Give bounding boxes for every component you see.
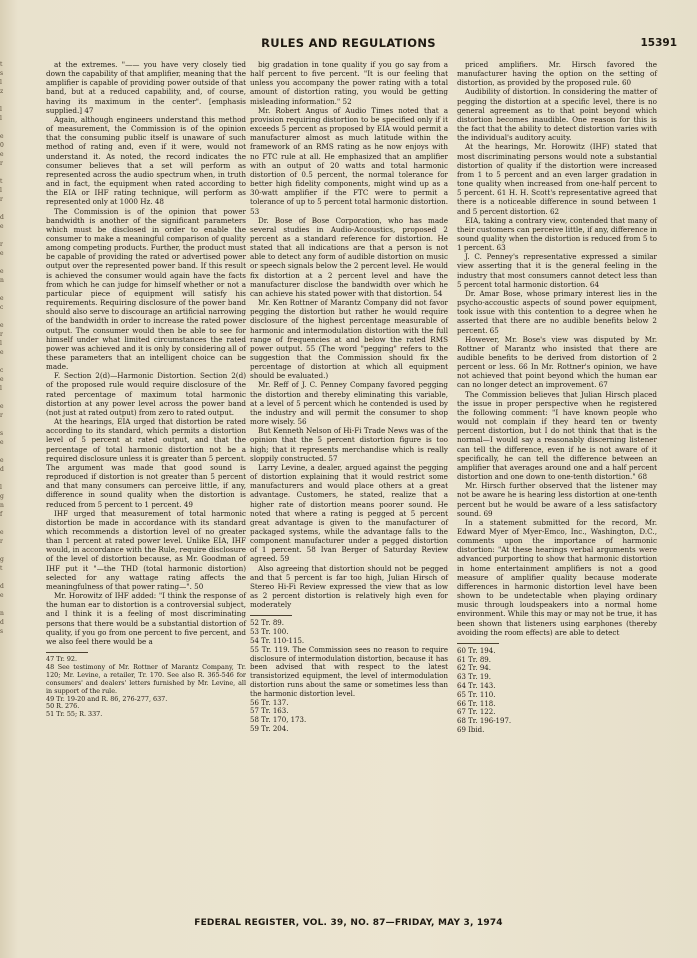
footnote: 54 Tr. 110-115. [250, 636, 305, 645]
footnote: 59 Tr. 204. [250, 724, 289, 733]
page-number: 15391 [640, 37, 677, 49]
column-right [457, 60, 657, 735]
column-middle [250, 60, 448, 734]
paragraph: Dr. Bose of Bose Corporation, who has made several studies in Audio-Accoustics, proposed 2 percent as a standard reference for distortion. He stated that all indications are that a person is not able to detect any form of audible distortion on music or speech signals below the 2 percent level. He would fix distortion at a 2 percent level and have the manufacturer disclose the bandwidth over which he can achieve his stated power with that distortion. 54 [250, 215, 448, 298]
footnote: 68 Tr. 196-197. [457, 717, 512, 726]
footnote: 53 Tr. 100. [250, 628, 289, 637]
paragraph: EIA, taking a contrary view, contended that many of their customers can perceive little, if any, difference in sound quality when the distortion is reduced from 5 to 1 percent. 63 [457, 215, 657, 253]
page-header [0, 36, 697, 52]
footnote: 60 Tr. 194. [457, 646, 496, 655]
paragraph: Audibility of distortion. In considering the matter of pegging the distortion at a specific level, there is no general agreement as to that point beyond which distortion becomes inaudible. One reason for this is the fact that the ability to detect distortion varies with the individual's auditory acuity. [457, 87, 657, 143]
footnote-divider [46, 652, 88, 653]
paragraph: big gradation in tone quality if you go say from a half percent to five percent. "It is our feeling that unless you accompany the power rating with a total amount of distortion rating, you would be getting misleading information." 52 [250, 60, 448, 106]
footnote: 69 Ibid. [457, 726, 485, 735]
paragraph: At the hearings, EIA urged that distortion be rated according to its standard, which permits a distortion level of 5 percent at rated output, and that the percentage of total harmonic distortion not be a required disclosure unless it is greater than 5 percent. The argument was made that good sound is reproduced if distortion is not greater than 5 percent and that many consumers can perceive little, if any, difference in sound quality when the distortion is reduced from 5 percent to 1 percent. 49 [46, 417, 246, 509]
paragraph: priced amplifiers. Mr. Hirsch favored the manufacturer having the option on the setting of distortion, as provided by the proposed rule. 60 [457, 60, 657, 88]
footnote: 56 Tr. 137. [250, 698, 289, 707]
paragraph: The Commission is of the opinion that power bandwidth is another of the significant parameters which must be disclosed in order to enable the consumer to make a meaningful comparison of quality among competing products. Further, the product must be capable of providing the rated or advertised power output over the represented power band. If this result is achieved the consumer would again have the facts from which he can judge for himself whether or not a particular piece of equipment will satisfy his requirements. Requiring disclosure of the power band should also serve to discourage an artificial narrowing of the bandwidth in order to increase the rated power output. The consumer would then be able to see for himself under what limited circumstances the rated power was achieved and it is only by considering all of these parameters that an intelligent choice can be made. [46, 206, 246, 372]
paragraph: Mr. Robert Angus of Audio Times noted that a provision requiring distortion to be specified only if it exceeds 5 percent as proposed by EIA would permit a manufacturer almost as much latitude within the framework of an RMS rating as he now enjoys with no FTC rule at all. He emphasized that an amplifier with an output of 20 watts and total harmonic distortion of 0.5 percent, the normal tolerance for better high fidelity components, might wind up as a 30-watt amplifier if the FTC were to permit a tolerance of up to 5 percent total harmonic distortion. 53 [250, 105, 448, 216]
paragraph: Mr. Reff of J. C. Penney Company favored pegging the distortion and thereby eliminating this variable, at a level of 5 percent which he contended is used by the industry and will permit the consumer to shop more wisely. 56 [250, 380, 448, 427]
running-head: RULES AND REGULATIONS [261, 36, 436, 50]
paragraph: The Commission believes that Julian Hirsch placed the issue in proper perspective when he registered the following comment: "I have known people who would not complain if they heard ten or twenty percent distortion, but I do not think that that is the normal—I would say a reasonably discerning listener can tell the difference, even if he is not aware of it specifically, he can tell the difference between an amplifier that averages around one and a half percent distortion and one down to one-tenth distortion." 68 [457, 389, 657, 482]
footnote: 64 Tr. 143. [457, 682, 496, 691]
paragraph: IHF urged that measurement of total harmonic distortion be made in accordance with its standard which recommends a distortion level of no greater than 1 percent at rated power level. Unlike EIA, IHF would, in accordance with the Rule, require disclosure of the level of distortion because, as Mr. Goodman of IHF put it "—the THD (total harmonic distortion) selected for any wattage rating affects the meaningfulness of that power rating—". 50 [46, 508, 246, 591]
footnote: 63 Tr. 19. [457, 673, 491, 682]
paragraph: At the hearings, Mr. Horowitz (IHF) stated that most discriminating persons would note a substantial distortion of quality if the distortion were increased from 1 to 5 percent and an even larger gradation in tone quality when increased from one-half percent to 5 percent. 61 H. H. Scott's representative agreed that there is a noticeable difference in sound between 1 and 5 percent distortion. 62 [457, 142, 657, 216]
footnote: 50 R. 276. [46, 702, 80, 711]
paragraph: Mr. Hirsch further observed that the listener may not be aware he is hearing less distortion at one-tenth percent but he would be aware of a less satisfactory sound. 69 [457, 481, 657, 518]
footnote: 65 Tr. 110. [457, 690, 496, 699]
footnote: 61 Tr. 89. [457, 655, 491, 664]
paragraph: In a statement submitted for the record, Mr. Edward Myer of Myer-Emco, Inc., Washington, D.C., comments upon the importance of harmonic distortion: "At these hearings verbal arguments were advanced purporting to show that harmonic distortion in home entertainment amplifiers is not a good measure of amplifier quality because moderate differences in harmonic distortion level have been shown to be undetectable when playing ordinary music through loudspeakers into a normal home environment. While this may or may not be true, it has been shown that listeners using earphones (thereby avoiding the room effects) are able to detect [457, 517, 657, 637]
footnote: 49 Tr. 19-20 and R. 86, 276-277, 637. [46, 694, 168, 703]
paragraph: Larry Levine, a dealer, argued against the pegging of distortion explaining that it would restrict some manufacturers and would place others at a great advantage. Customers, he stated, realize that a higher rate of distortion means poorer sound. He noted that where a rating is pegged at 5 percent great advantage is given to the manufacturer of packaged systems, while the advantage falls to the component manufacturer under a pegged distortion of 1 percent. 58 Ivan Berger of Saturday Review agreed. 59 [250, 462, 448, 564]
footnote-divider [250, 615, 292, 616]
paragraph: F. Section 2(d)—Harmonic Distortion. Section 2(d) of the proposed rule would require disclosure of the rated percentage of maximum total harmonic distortion at any power level across the power band (not just at rated output) from zero to rated output. [46, 371, 246, 417]
paragraph: However, Mr. Bose's view was disputed by Mr. Rottner of Marantz who insisted that there are audible benefits to be derived from distortion of 2 percent or less. 66 In Mr. Rottner's opinion, we have not achieved that point beyond which the human ear can no longer detect an improvement. 67 [457, 334, 657, 390]
footnote: 47 Tr. 92. [46, 655, 78, 663]
footnote: 62 Tr. 94. [457, 664, 491, 673]
footnote-divider [457, 643, 499, 644]
column-left [46, 60, 246, 719]
footnote: 67 Tr. 122. [457, 708, 496, 717]
paragraph: Dr. Amar Bose, whose primary interest lies in the psycho-accoustic aspects of sound power equipment, took issue with this contention to a degree when he asserted that there are no audible benefits below 2 percent. 65 [457, 288, 657, 335]
paragraph: Mr. Horowitz of IHF added: "I think the response of the human ear to distortion is a controversial subject, and I think it is a feeling of most discriminating persons that there would be a substantial distortion of quality, if you go from one percent to five percent, and we also feel there would be a [46, 591, 246, 646]
paragraph: Again, although engineers understand this method of measurement, the Commission is of the opinion that the consuming public itself is unaware of such method of rating and, even if it were, would not understand it. As noted, the record indicates the consumer believes that a set will perform as represented across the audio spectrum when, in truth and in fact, the equipment when rated according to the EIA or IHF rating technique, will perform as represented only at 1000 Hz. 48 [46, 114, 246, 207]
paragraph: Also agreeing that distortion should not be pegged and that 5 percent is far too high, Julian Hirsch of Stereo Hi-Fi Review expressed the view that as low as 2 percent distortion is relatively high even for moderately [250, 563, 448, 610]
footnote: 55 Tr. 119. The Commission sees no reason to require disclosure of intermodulation distortion, because it has been advised that with respect to the latest transistorized equipment, the level of intermodulation distortion runs about the same or sometimes less than the harmonic distortion level. [250, 645, 448, 698]
footnote: 48 See testimony of Mr. Rottner of Marantz Company, Tr. 120; Mr. Levine, a retailer, Tr. 170. See also R. 365-546 for consumers' and dealers' letters furnished by Mr. Levine, all in support of the rule. [46, 662, 246, 695]
paragraph: But Kenneth Nelson of Hi-Fi Trade News was of the opinion that the 5 percent distortion figure is too high; that it represents merchandise which is really sloppily constructed. 57 [250, 426, 448, 463]
adjacent-page-edge: t s l z l l e 0 e r t l r d e r e e n e c e r l e c e l e r s e e d l g n f e r g t d e n d s [0, 61, 4, 635]
paragraph: Mr. Ken Rottner of Marantz Company did not favor pegging the distortion but rather he would require disclosure of the highest percentage measurable of harmonic and intermodulation distortion with the full range of frequencies at and below the rated RMS power output. 55 (The word "pegging" refers to the suggestion that the Commission should fix the percentage of distortion at which all equipment should be evaluated.) [250, 298, 448, 381]
footnote: 66 Tr. 118. [457, 699, 496, 708]
paragraph: at the extremes. "—— you have very closely tied down the capability of that amplifier, meaning that the amplifier is capable of providing power outside of that band, but at a reduced capability, and, of course, having its maximum in the center". [emphasis supplied.] 47 [46, 60, 246, 115]
footnote: 58 Tr. 170, 173. [250, 716, 307, 725]
page-footer: FEDERAL REGISTER, VOL. 39, NO. 87—FRIDAY, MAY 3, 1974 [194, 918, 503, 928]
footnote: 52 Tr. 89. [250, 619, 284, 628]
footnote: 57 Tr. 163. [250, 707, 289, 716]
paragraph: J. C. Penney's representative expressed a similar view asserting that it is the general feeling in the industry that most consumers cannot detect less than 5 percent total harmonic distortion. 64 [457, 252, 657, 289]
footnote: 51 Tr. 55; R. 337. [46, 710, 103, 719]
